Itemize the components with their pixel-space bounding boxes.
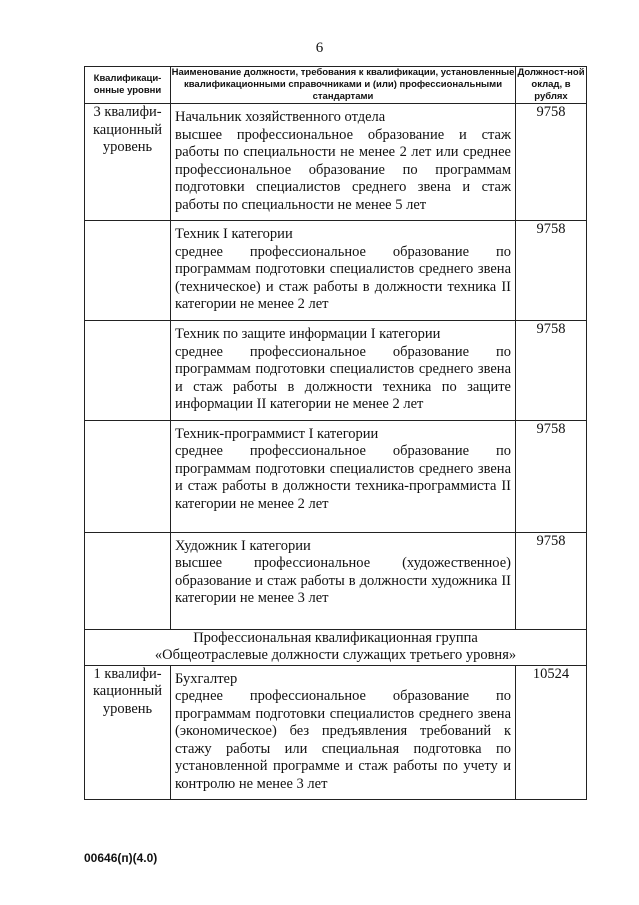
group-heading-line1: Профессиональная квалификационная группа [193, 629, 478, 646]
position-title: Художник I категории [175, 537, 311, 554]
qualification-level: 3 квалифи-кационный уровень [85, 104, 171, 221]
position-cell [171, 104, 516, 221]
page-number: 6 [315, 40, 324, 56]
group-heading-line2: «Общеотраслевые должности служащих третьего уровня» [154, 647, 517, 663]
qualification-level-empty [85, 221, 171, 321]
salary-value: 9758 [516, 420, 587, 532]
table-row [85, 665, 587, 800]
table-row [85, 420, 587, 532]
group-heading-row [85, 629, 587, 665]
position-requirement: среднее профессиональное образование по программам подготовки специалистов среднего звена и стаж работы в должности техника-программиста II категории не менее 2 лет [175, 443, 511, 512]
header-salary: Должност-ной оклад, в рублях [517, 67, 585, 102]
header-position: Наименование должности, требования к квалификации, установленные квалификационными справочниками и (или) профессиональными стандартами [171, 67, 515, 102]
table-row [85, 221, 587, 321]
position-title: Техник по защите информации I категории [175, 326, 441, 342]
table-row [85, 321, 587, 421]
group-heading [85, 629, 587, 665]
salary-value: 9758 [516, 104, 587, 221]
position-requirement: высшее профессиональное (художественное) образование и стаж работы в должности художника II категории не менее 3 лет [175, 555, 511, 606]
salary-value: 9758 [516, 321, 587, 421]
position-cell [171, 420, 516, 532]
position-requirement: среднее профессиональное образование по программам подготовки специалистов среднего звена и стаж работы в должности техника по защите информации II категории не менее 2 лет [175, 343, 511, 412]
qualification-level-empty [85, 321, 171, 421]
position-cell [171, 665, 516, 800]
qualification-level-empty [85, 420, 171, 532]
position-title: Техник-программист I категории [175, 425, 379, 442]
qualification-level-empty [85, 532, 171, 629]
table-header-row [85, 67, 587, 104]
document-code: 00646(п)(4.0) [84, 851, 158, 865]
position-title: Техник I категории [175, 226, 293, 242]
position-cell [171, 221, 516, 321]
table-row [85, 104, 587, 221]
header-level: Квалификаци-онные уровни [85, 67, 171, 104]
position-cell [171, 532, 516, 629]
qualification-level: 1 квалифи-кационный уровень [85, 665, 171, 800]
position-requirement: высшее профессиональное образование и стаж работы по специальности не менее 2 лет или среднее профессиональное образование по программам подготовки специалистов среднего звена и стаж работы по специальности не менее 5 лет [175, 126, 511, 213]
position-requirement: среднее профессиональное образование по программам подготовки специалистов среднего звена (техническое) и стаж работы в должности техника II категории не менее 2 лет [175, 243, 511, 312]
position-requirement: среднее профессиональное образование по программам подготовки специалистов среднего звена (экономическое) без предъявления требований к стажу работы или специальная подготовка по установленной программе и стаж работы по учету и контролю не менее 3 лет [175, 688, 511, 792]
position-title: Начальник хозяйственного отдела [175, 109, 386, 125]
salary-value: 9758 [516, 532, 587, 629]
salary-value: 10524 [516, 665, 587, 800]
position-title: Бухгалтер [175, 670, 238, 687]
salary-table [84, 66, 587, 800]
salary-value: 9758 [516, 221, 587, 321]
position-cell [171, 321, 516, 421]
table-row [85, 532, 587, 629]
